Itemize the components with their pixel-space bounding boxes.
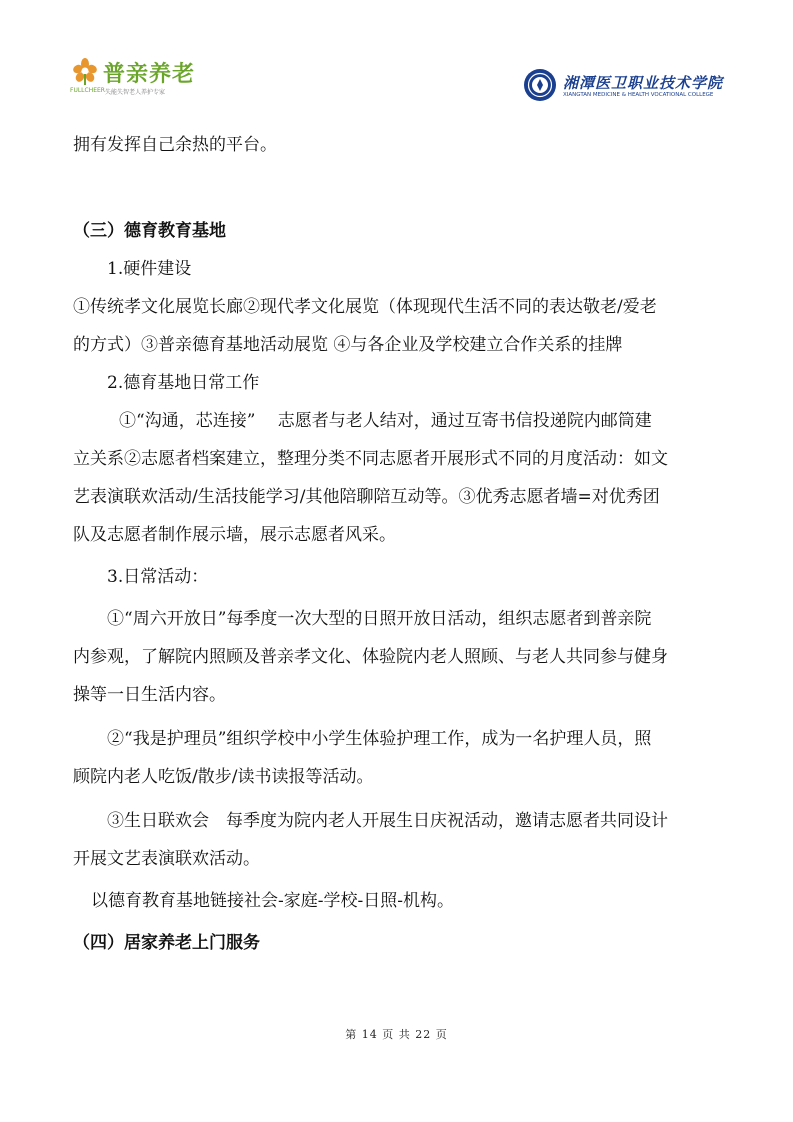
paragraph-line: ②“我是护理员”组织学校中小学生体验护理工作，成为一名护理人员，照 — [107, 729, 652, 749]
document-body — [73, 126, 723, 962]
paragraph-line: 内参观，了解院内照顾及普亲孝文化、体验院内老人照顾、与老人共同参与健身 — [73, 647, 668, 667]
paragraph-line: 艺表演联欢活动/生活技能学习/其他陪聊陪互动等。③优秀志愿者墙=对优秀团 — [73, 487, 660, 507]
brand-en: FULLCHEER — [70, 87, 105, 94]
paragraph-line: 的方式）③普亲德育基地活动展览 ④与各企业及学校建立合作关系的挂牌 — [73, 335, 623, 355]
paragraph-line: ①“周六开放日”每季度一次大型的日照开放日活动，组织志愿者到普亲院 — [107, 609, 652, 629]
paragraph-line: ①“沟通，芯连接” 志愿者与老人结对，通过互寄书信投递院内邮筒建 — [119, 411, 652, 431]
college-seal-icon — [523, 68, 557, 102]
section-4-title: （四）居家养老上门服务 — [73, 933, 260, 953]
paragraph-line: 立关系②志愿者档案建立，整理分类不同志愿者开展形式不同的月度活动：如文 — [73, 449, 668, 469]
college-en: XIANGTAN MEDICINE & HEALTH VOCATIONAL COLLEGE — [563, 92, 714, 98]
page-number: 第 14 页 共 22 页 — [345, 1028, 448, 1041]
brand-name: 普亲养老 — [103, 62, 196, 87]
page-header — [0, 0, 793, 110]
paragraph-line: 队及志愿者制作展示墙，展示志愿者风采。 — [73, 525, 396, 545]
paragraph-line: ③生日联欢会 每季度为院内老人开展生日庆祝活动，邀请志愿者共同设计 — [107, 811, 668, 831]
subsection-2-title: 2.德育基地日常工作 — [107, 373, 260, 393]
college-name: 湘潭医卫职业技术学院 — [563, 74, 724, 92]
closing-line: 以德育教育基地链接社会-家庭-学校-日照-机构。 — [91, 891, 454, 911]
flower-logo-icon — [70, 56, 100, 86]
paragraph-line: ①传统孝文化展览长廊②现代孝文化展览（体现现代生活不同的表达敬老/爱老 — [73, 297, 657, 317]
subsection-3-title: 3.日常活动： — [107, 567, 209, 587]
subsection-1-title: 1.硬件建设 — [107, 259, 192, 279]
paragraph-line: 顾院内老人吃饭/散步/读书读报等活动。 — [73, 767, 374, 787]
intro-tail: 拥有发挥自己余热的平台。 — [73, 135, 277, 155]
paragraph-line: 操等一日生活内容。 — [73, 685, 226, 705]
fullcheer-logo — [70, 56, 205, 100]
section-3-title: （三）德育教育基地 — [73, 221, 226, 241]
brand-tagline: 失能失智老人养护专家 — [105, 89, 166, 96]
college-logo — [523, 68, 723, 104]
paragraph-line: 开展文艺表演联欢活动。 — [73, 849, 260, 869]
